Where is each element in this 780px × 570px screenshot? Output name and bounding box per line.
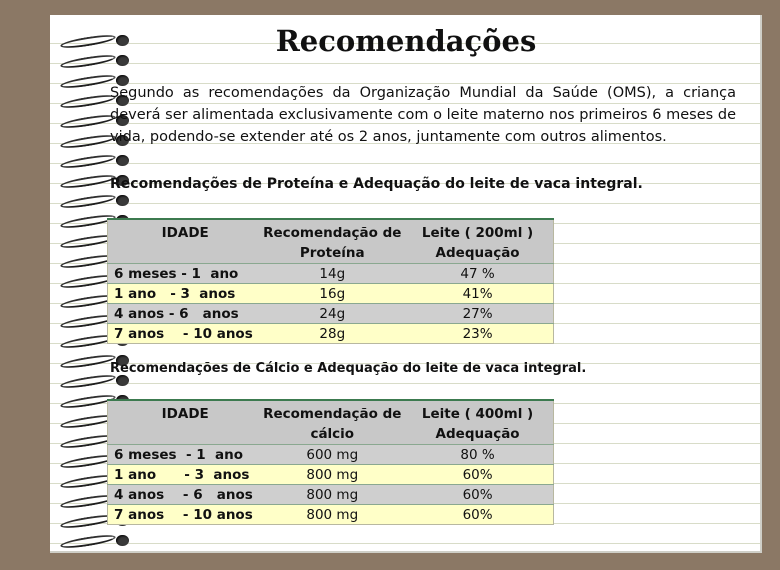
ring-hole-icon	[116, 375, 129, 386]
age-cell: 6 meses - 1 ano	[108, 264, 263, 284]
age-cell: 6 meses - 1 ano	[108, 445, 263, 465]
value-cell: 24g	[262, 304, 402, 324]
spiral-ring-icon	[60, 193, 128, 209]
value-cell: 16g	[262, 284, 402, 304]
age-cell: 1 ano - 3 anos	[108, 465, 263, 485]
value-cell: 28g	[262, 324, 402, 344]
calcium-section-title: Recomendações de Cálcio e Adequação do leite de vaca integral.	[110, 361, 587, 376]
header-cell: Recomendação de cálcio	[262, 400, 402, 445]
ring-wire-icon	[60, 113, 117, 131]
page-title: Recomendações	[275, 24, 537, 58]
table-row	[108, 485, 554, 505]
spiral-ring-icon	[60, 153, 128, 169]
value-cell: 27%	[402, 304, 553, 324]
value-cell: 60%	[402, 465, 553, 485]
table-row	[108, 445, 554, 465]
ring-hole-icon	[116, 535, 129, 546]
protein-section-title: Recomendações de Proteína e Adequação do leite de vaca integral.	[110, 176, 643, 192]
ring-hole-icon	[116, 155, 129, 166]
spiral-ring-icon	[60, 533, 128, 549]
value-cell: 600 mg	[262, 445, 402, 465]
header-cell: Leite ( 400ml ) Adequação	[402, 400, 553, 445]
value-cell: 23%	[402, 324, 553, 344]
ring-wire-icon	[60, 173, 117, 191]
value-cell: 14g	[262, 264, 402, 284]
value-cell: 60%	[402, 505, 553, 525]
intro-paragraph: Segundo as recomendações da Organização Mundial da Saúde (OMS), a criança deverá ser alimentada exclusivamente com o leite materno nos primeiros 6 meses de vida, podendo-se extender até os 2 anos, juntamente com outros alimentos.	[110, 85, 736, 145]
age-cell: 1 ano - 3 anos	[108, 284, 263, 304]
value-cell: 800 mg	[262, 465, 402, 485]
header-cell: Recomendação de Proteína	[262, 219, 402, 264]
header-cell: IDADE	[108, 219, 263, 264]
age-cell: 4 anos - 6 anos	[108, 485, 263, 505]
calcium-table-header	[108, 400, 554, 445]
value-cell: 47 %	[402, 264, 553, 284]
table-row	[108, 505, 554, 525]
header-cell: Leite ( 200ml ) Adequação	[402, 219, 553, 264]
age-cell: 7 anos - 10 anos	[108, 324, 263, 344]
table-row	[108, 284, 554, 304]
table-row	[108, 304, 554, 324]
age-cell: 7 anos - 10 anos	[108, 505, 263, 525]
notebook-page	[50, 15, 762, 553]
header-cell: IDADE	[108, 400, 263, 445]
value-cell: 60%	[402, 485, 553, 505]
table-row	[108, 324, 554, 344]
age-cell: 4 anos - 6 anos	[108, 304, 263, 324]
table-row	[108, 264, 554, 284]
ring-wire-icon	[60, 533, 117, 551]
value-cell: 80 %	[402, 445, 553, 465]
ring-wire-icon	[60, 153, 117, 171]
ring-wire-icon	[60, 353, 117, 371]
value-cell: 41%	[402, 284, 553, 304]
table-row	[108, 465, 554, 485]
ring-wire-icon	[60, 133, 117, 151]
ring-hole-icon	[116, 195, 129, 206]
ring-wire-icon	[60, 193, 117, 211]
protein-table-header	[108, 219, 554, 264]
ring-wire-icon	[60, 73, 117, 91]
protein-table	[107, 218, 554, 344]
value-cell: 800 mg	[262, 485, 402, 505]
calcium-table	[107, 399, 554, 525]
ring-wire-icon	[60, 373, 117, 391]
ring-wire-icon	[60, 93, 117, 111]
value-cell: 800 mg	[262, 505, 402, 525]
